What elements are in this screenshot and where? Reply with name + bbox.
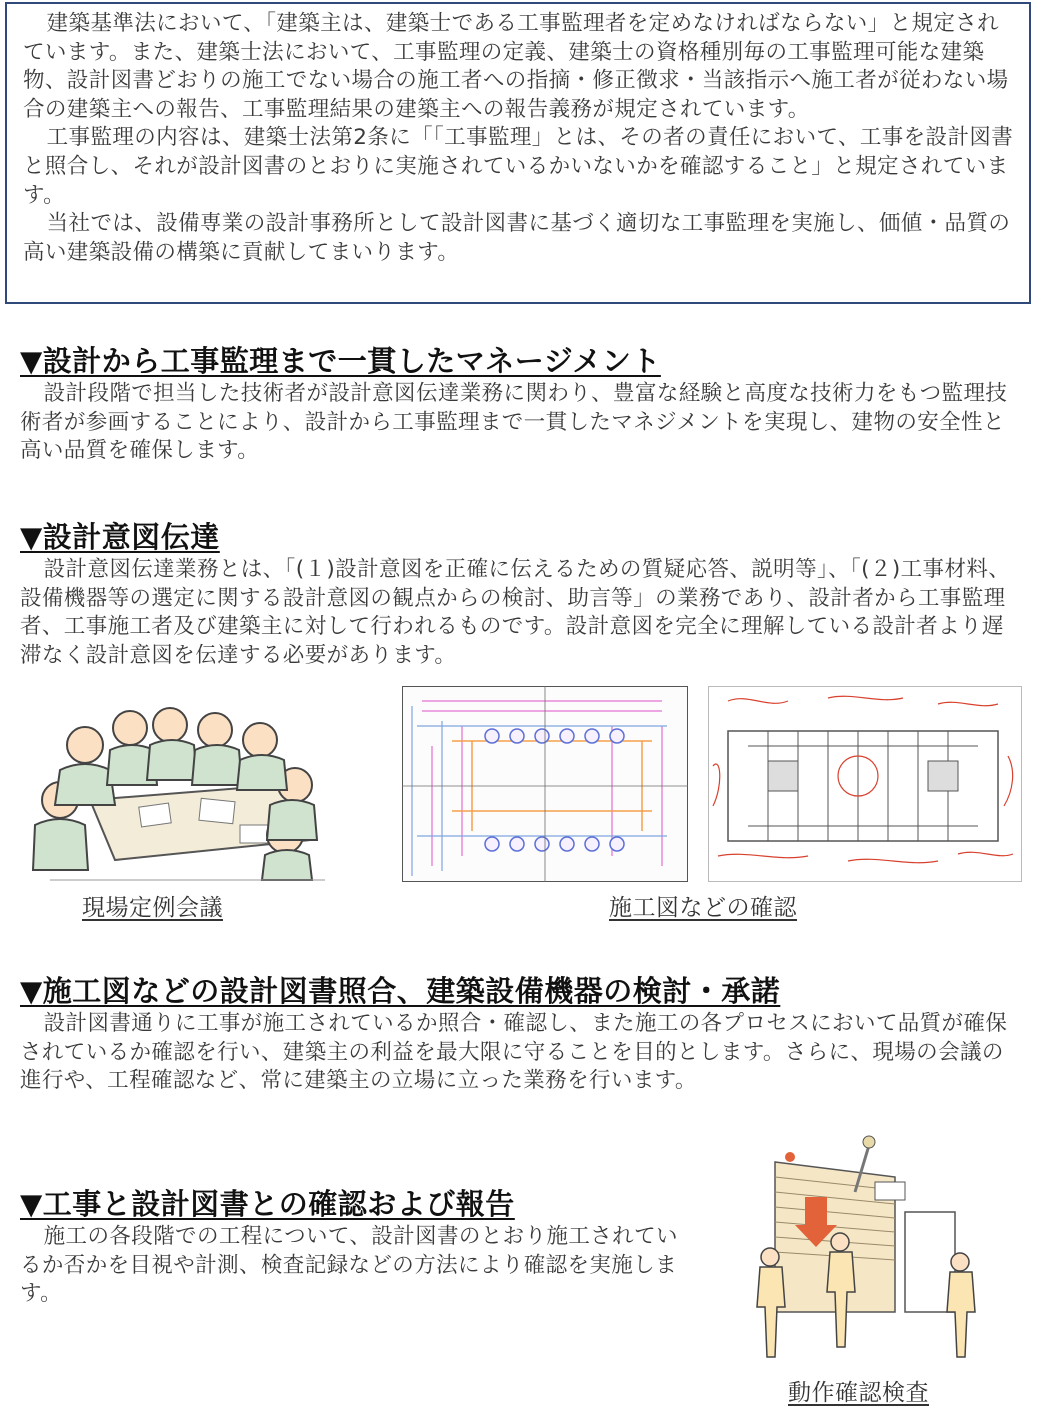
meeting-illustration [30, 690, 330, 885]
section-heading: ▼設計意図伝達 [20, 520, 220, 554]
section-drawing-review [20, 972, 1025, 1096]
section-body: 設計意図伝達業務とは、「(１)設計意図を正確に伝えるための質疑応答、説明等」、「(２)工事材料、設備機器等の選定に関する設計意図の観点からの検討、助言等」の業務であり、設計者から工事監理者、工事施工者及び建築主に対して行われるものです。設計意図を完全に理解している設計者より遅滞なく設計意図を伝達する必要があります。 [20, 557, 1011, 668]
section-heading: ▼設計から工事監理まで一貫したマネージメント [20, 344, 661, 378]
section-construction-check [20, 1185, 695, 1309]
section-body: 設計図書通りに工事が施工されているか照合・確認し、また施工の各プロセスにおいて品質が確保されているか確認を行い、建築主の利益を最大限に守ることを目的とします。さらに、現場の会議の進行や、工程確認など、常に建築主の立場に立った業務を行います。 [20, 1011, 1008, 1094]
inspection-illustration [745, 1132, 990, 1367]
caption-meeting: 現場定例会議 [82, 895, 223, 921]
markup-drawing [708, 686, 1022, 882]
piping-drawing [402, 686, 688, 882]
caption-inspection: 動作確認検査 [788, 1380, 929, 1406]
section-body: 設計段階で担当した技術者が設計意図伝達業務に関わり、豊富な経験と高度な技術力をもつ監理技術者が参画することにより、設計から工事監理まで一貫したマネジメントを実現し、建物の安全性と高い品質を確保します。 [20, 381, 1008, 464]
intro-box [5, 2, 1031, 304]
section-body: 施工の各段階での工程について、設計図書のとおり施工されているか否かを目視や計測、検査記録などの方法により確認を実施します。 [20, 1224, 678, 1307]
caption-drawings: 施工図などの確認 [609, 895, 797, 921]
section-design-intent [20, 518, 1025, 670]
intro-paragraph-1: 建築基準法において、「建築主は、建築士である工事監理者を定めなければならない」と規定されています。また、建築士法において、工事監理の定義、建築士の資格種別毎の工事監理可能な建築物、設計図書どおりの施工でない場合の施工者への指摘・修正徴求・当該指示へ施工者が従わない場合の建築主への報告、工事監理結果の建築主への報告義務が規定されています。 [23, 11, 1009, 122]
section-heading: ▼施工図などの設計図書照合、建築設備機器の検討・承諾 [20, 974, 781, 1008]
section-heading: ▼工事と設計図書との確認および報告 [20, 1187, 515, 1221]
intro-paragraph-2: 工事監理の内容は、建築士法第2条に「「工事監理」とは、その者の責任において、工事を設計図書と照合し、それが設計図書のとおりに実施されているかいないかを確認すること」と規定されています。 [23, 125, 1014, 208]
intro-paragraph-3: 当社では、設備専業の設計事務所として設計図書に基づく適切な工事監理を実施し、価値・品質の高い建築設備の構築に貢献してまいります。 [23, 211, 1011, 265]
section-consistent-management [20, 342, 1025, 466]
